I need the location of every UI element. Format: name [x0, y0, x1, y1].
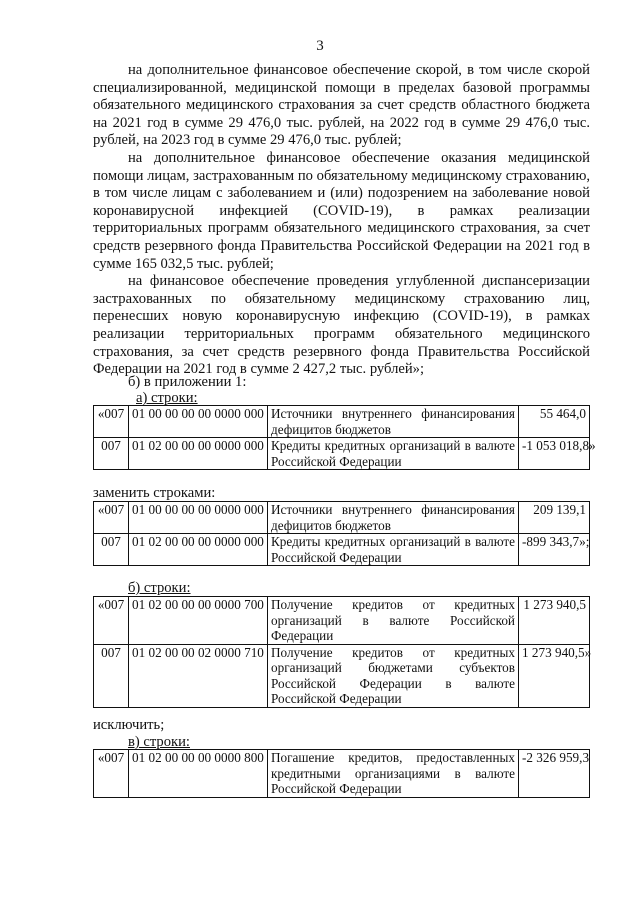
cell-admin-code: 007 [94, 534, 129, 566]
cell-admin-code: 007 [94, 644, 129, 707]
cell-budget-code: 01 02 00 00 00 0000 700 [129, 597, 268, 645]
cell-description: Источники внутреннего финансирования дефицитов бюджетов [268, 502, 519, 534]
cell-amount: -899 343,7»; [519, 534, 590, 566]
cell-description: Получение кредитов от кредитных организаций в валюте Российской Федерации [268, 597, 519, 645]
table-original-rows-b [93, 596, 590, 708]
paragraph-covid-care-funding: на дополнительное финансовое обеспечение оказания медицинской помощи лицам, застрахованным по обязательному медицинскому страхованию, в том числе лицам с заболеванием и (или) подозрением на заболевание новой коронавирусной инфекцией (COVID-19), в рамках реализации территориальных программ обязательного медицинского страхования, за счет средств резервного фонда Правительства Российской Федерации на 2021 год в сумме 165 032,5 тыс. рублей; [93, 149, 590, 272]
table-original-rows-v [93, 749, 590, 798]
paragraph-dispensary-funding: на финансовое обеспечение проведения углубленной диспансеризации застрахованных по обязательному медицинскому страхованию лиц, перенесших новую коронавирусную инфекцию (COVID-19), в рамках реализации территориальных программ обязательного медицинского страхования, за счет средств резервного фонда Правительства Российской Федерации на 2021 год в сумме 2 427,2 тыс. рублей»; [93, 273, 590, 378]
paragraph-ambulance-funding: на дополнительное финансовое обеспечение скорой, в том числе скорой специализированной, медицинской помощи в пределах базовой программы обязательного медицинского страхования за счет средств областного бюджета на 2021 год в сумме 29 476,0 тыс. рублей, на 2022 год в сумме 29 476,0 тыс. рублей, на 2023 год в сумме 29 476,0 тыс. рублей; [93, 62, 590, 149]
cell-amount: 1 273 940,5 [519, 597, 590, 645]
cell-description: Кредиты кредитных организаций в валюте Российской Федерации [268, 534, 519, 566]
cell-budget-code: 01 00 00 00 00 0000 000 [129, 502, 268, 534]
cell-amount: 209 139,1 [519, 502, 590, 534]
item-b-heading: б) в приложении 1: [128, 374, 247, 390]
replace-label: заменить строками: [93, 485, 216, 501]
table-row [94, 597, 590, 645]
cell-description: Источники внутреннего финансирования дефицитов бюджетов [268, 406, 519, 438]
cell-admin-code: «007 [94, 502, 129, 534]
table-row [94, 502, 590, 534]
cell-budget-code: 01 00 00 00 00 0000 000 [129, 406, 268, 438]
cell-budget-code: 01 02 00 00 00 0000 000 [129, 438, 268, 470]
cell-amount: -1 053 018,8» [519, 438, 590, 470]
sub-a-heading: а) строки: [136, 390, 198, 406]
cell-amount: 1 273 940,5» [519, 644, 590, 707]
cell-admin-code: «007 [94, 750, 129, 798]
body-text [93, 62, 590, 379]
cell-description: Получение кредитов от кредитных организаций бюджетами субъектов Российской Федерации в валюте Российской Федерации [268, 644, 519, 707]
cell-admin-code: «007 [94, 597, 129, 645]
cell-admin-code: 007 [94, 438, 129, 470]
table-row [94, 438, 590, 470]
table-row [94, 644, 590, 707]
table-row [94, 406, 590, 438]
table-original-rows-a [93, 405, 596, 470]
sub-b-heading: б) строки: [128, 580, 191, 596]
cell-description: Кредиты кредитных организаций в валюте Российской Федерации [268, 438, 519, 470]
sub-v-heading: в) строки: [128, 734, 190, 750]
cell-admin-code: «007 [94, 406, 129, 438]
exclude-label: исключить; [93, 717, 165, 733]
table-row [94, 750, 590, 798]
cell-budget-code: 01 02 00 00 00 0000 000 [129, 534, 268, 566]
cell-budget-code: 01 02 00 00 02 0000 710 [129, 644, 268, 707]
cell-budget-code: 01 02 00 00 00 0000 800 [129, 750, 268, 798]
table-row [94, 534, 590, 566]
cell-amount: -2 326 959,3 [519, 750, 590, 798]
table-replacement-rows [93, 501, 590, 566]
page-number: 3 [316, 38, 324, 54]
cell-description: Погашение кредитов, предоставленных кредитными организациями в валюте Российской Федерации [268, 750, 519, 798]
cell-amount: 55 464,0 [519, 406, 590, 438]
